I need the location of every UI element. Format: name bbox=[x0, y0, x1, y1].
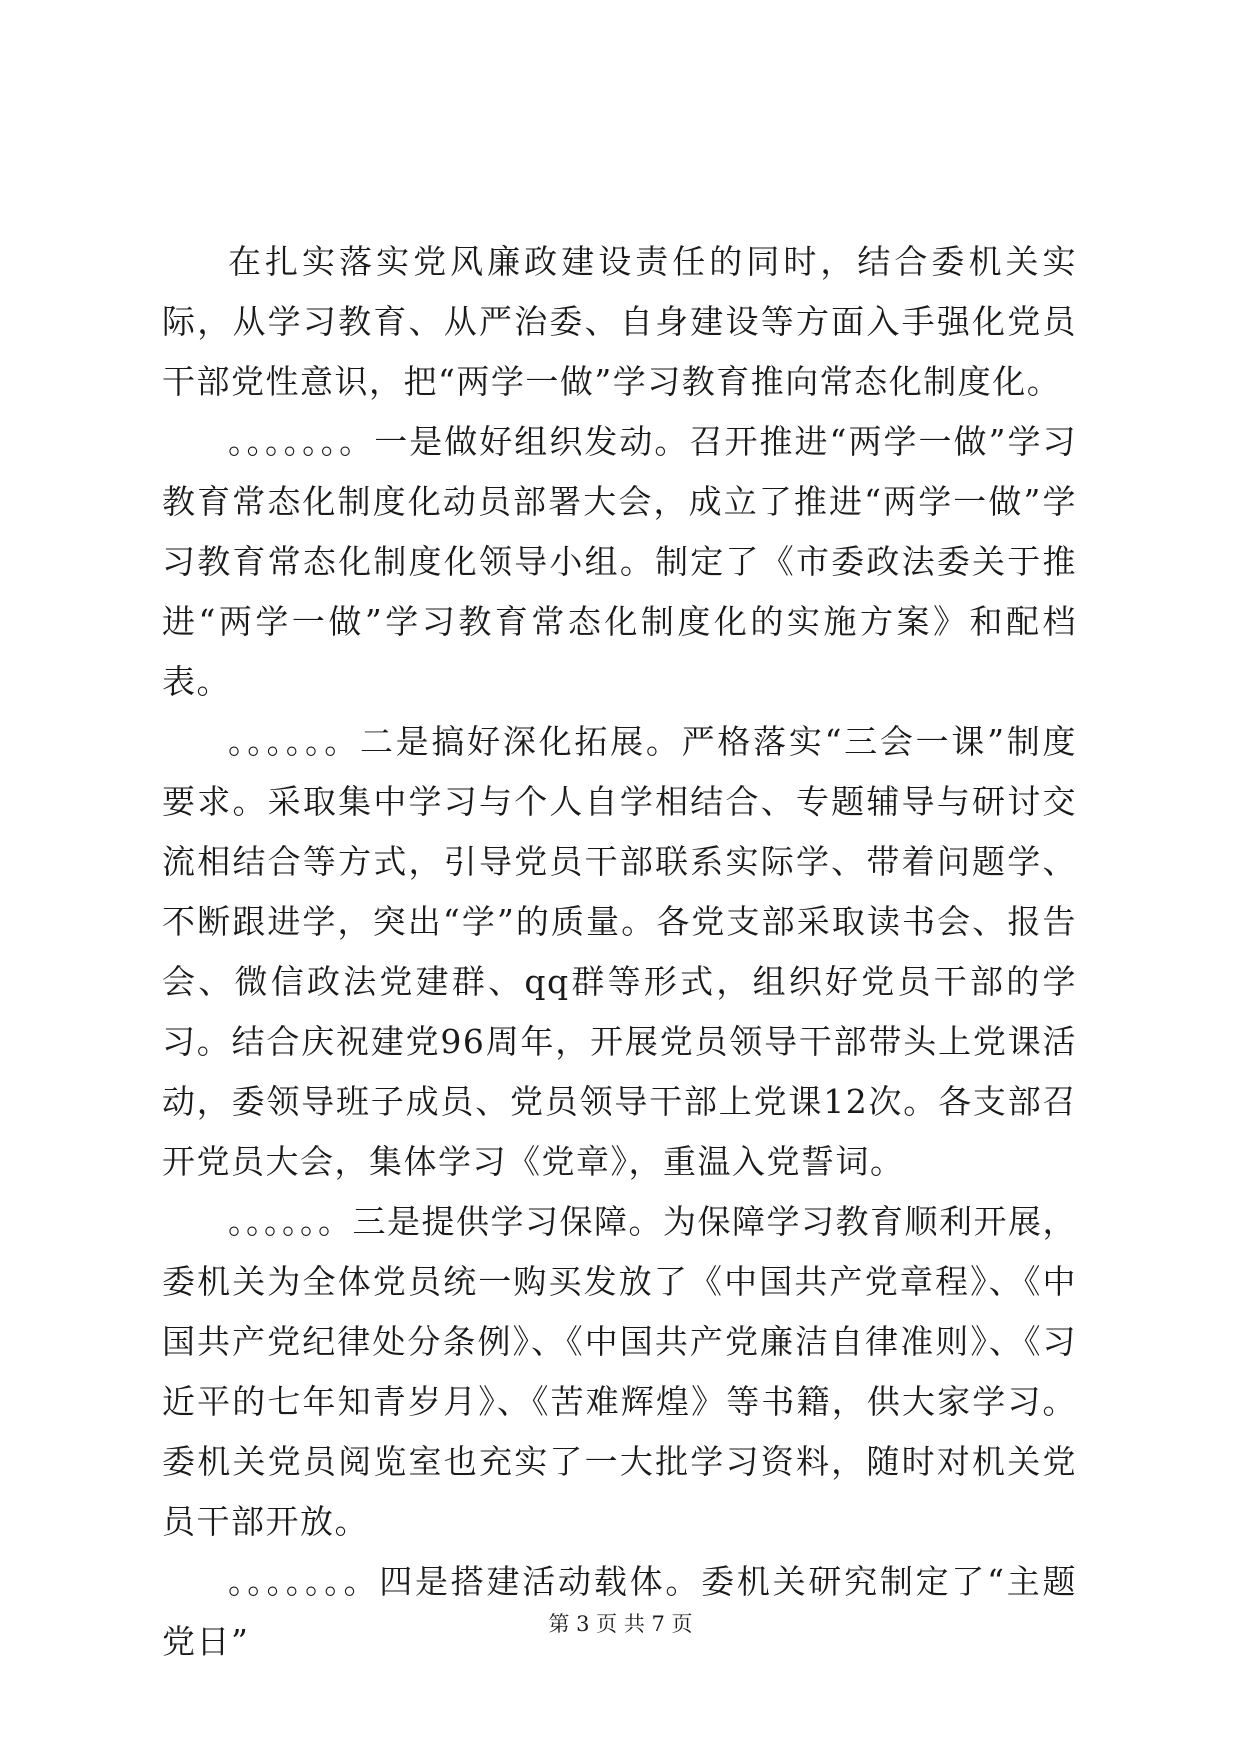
paragraph-activities: 。。。。。。。四是搭建活动载体。委机关研究制定了“主题党日” bbox=[162, 1562, 1077, 1661]
page-footer: 第 3 页 共 7 页 bbox=[548, 1612, 693, 1636]
paragraph-intro: 在扎实落实党风廉政建设责任的同时，结合委机关实际，从学习教育、从严治委、自身建设等方面入手强化党员干部党性意识，把“两学一做”学习教育推向常态化制度化。 bbox=[162, 242, 1077, 401]
paragraph-support: 。。。。。。三是提供学习保障。为保障学习教育顺利开展，委机关为全体党员统一购买发放了《中国共产党章程》、《中国共产党纪律处分条例》、《中国共产党廉洁自律准则》、《习近平的七年知青岁月》、《苦难辉煌》等书籍，供大家学习。委机关党员阅览室也充实了一大批学习资料，随时对机关党员干部开放。 bbox=[162, 1202, 1077, 1541]
paragraph-organize: 。。。。。。。一是做好组织发动。召开推进“两学一做”学习教育常态化制度化动员部署大会，成立了推进“两学一做”学习教育常态化制度化领导小组。制定了《市委政法委关于推进“两学一做”学习教育常态化制度化的实施方案》和配档表。 bbox=[162, 422, 1077, 701]
paragraph-deepen: 。。。。。。二是搞好深化拓展。严格落实“三会一课”制度要求。采取集中学习与个人自学相结合、专题辅导与研讨交流相结合等方式，引导党员干部联系实际学、带着问题学、不断跟进学，突出“学”的质量。各党支部采取读书会、报告会、微信政法党建群、qq群等形式，组织好党员干部的学习。结合庆祝建党96周年，开展党员领导干部带头上党课活动，委领导班子成员、党员领导干部上党课12次。各支部召开党员大会，集体学习《党章》，重温入党誓词。 bbox=[162, 722, 1077, 1181]
document-body bbox=[162, 232, 1077, 1672]
